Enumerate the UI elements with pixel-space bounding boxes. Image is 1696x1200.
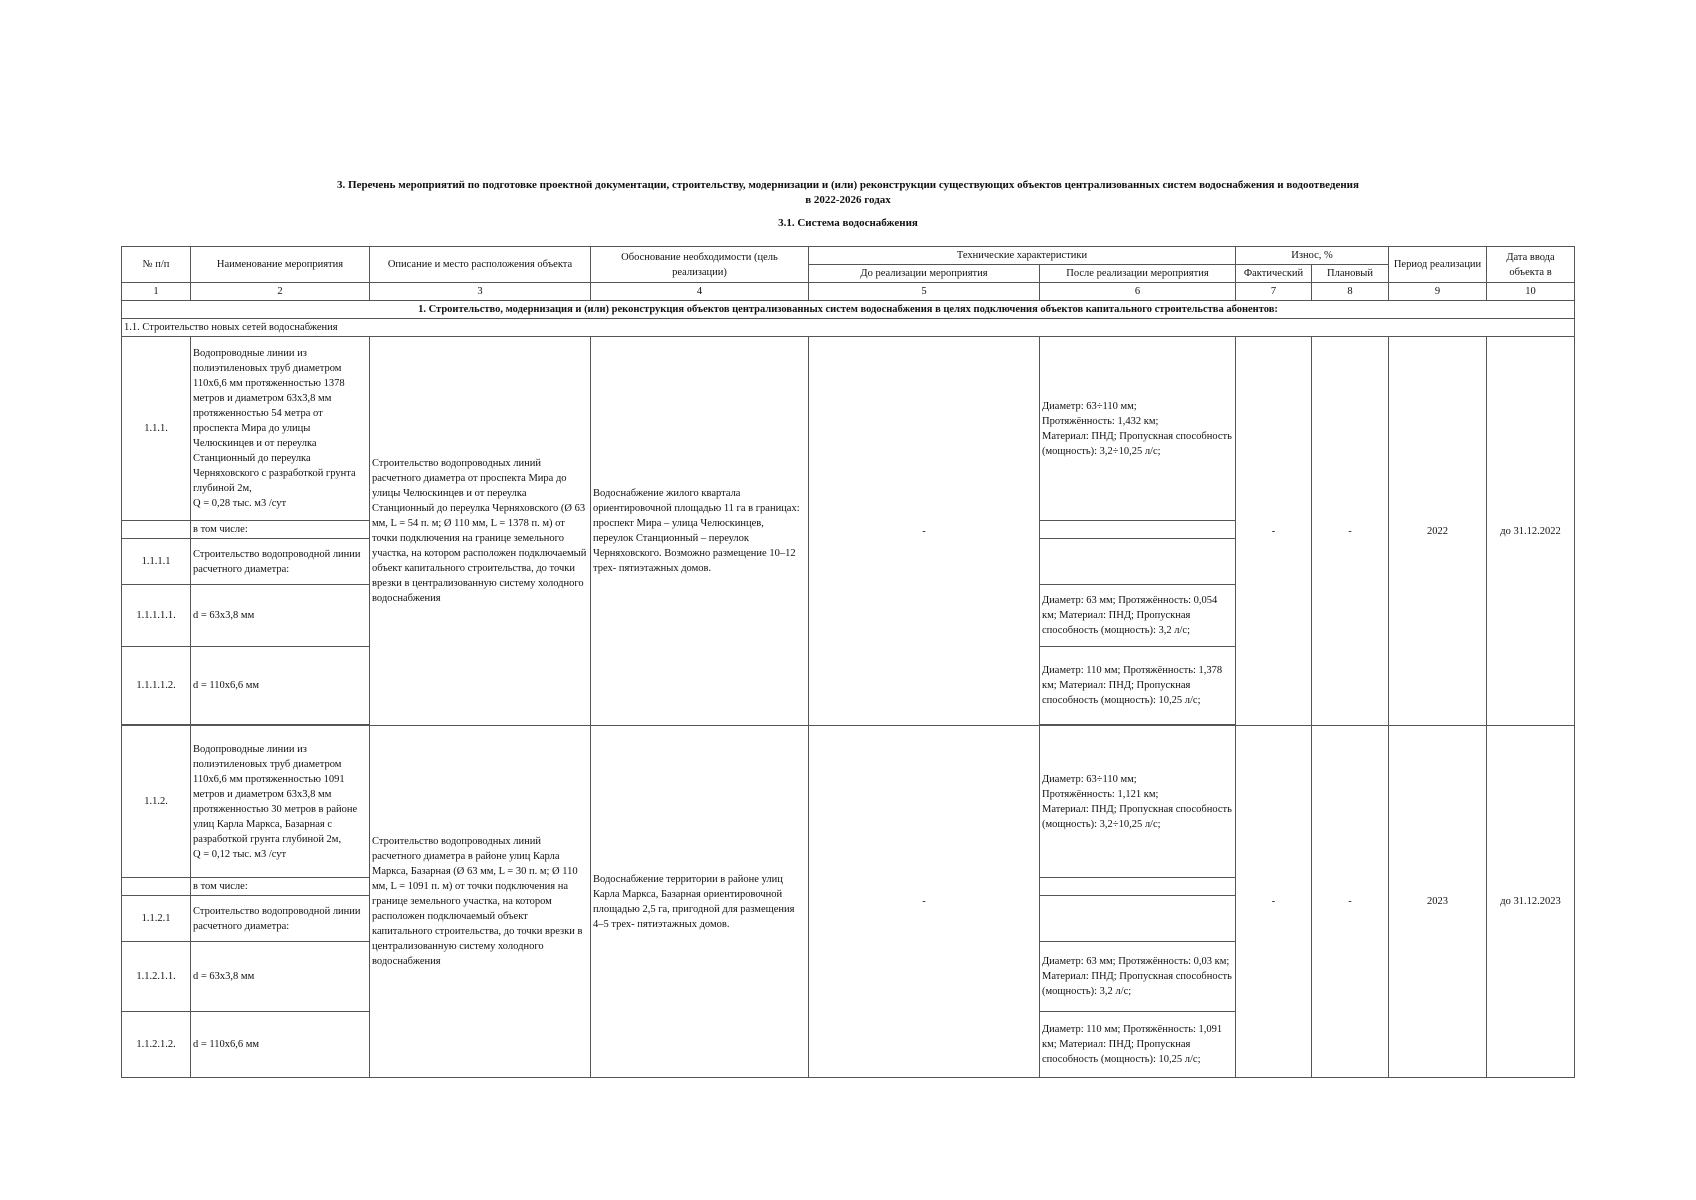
header-period: Период реализации bbox=[1389, 247, 1487, 283]
section-title: 1. Строительство, модернизация и (или) реконструкция объектов централизованных систем водоснабжения в целях подключения объектов капитального строительства абонентов: bbox=[122, 301, 1575, 319]
row-period: 2023 bbox=[1389, 726, 1487, 1078]
table-row bbox=[122, 726, 1575, 878]
subsection-row bbox=[122, 319, 1575, 337]
header-wear: Износ, % bbox=[1236, 247, 1389, 265]
column-number-row bbox=[122, 283, 1575, 301]
table-row bbox=[122, 337, 1575, 521]
row-reason: Водоснабжение территории в районе улиц Карла Маркса, Базарная ориентировочной площадью 2,5 га, пригодной для размещения 4–5 трех- пятиэтажных домов. bbox=[591, 726, 809, 1078]
row-wear-plan: - bbox=[1312, 726, 1389, 1078]
row-date: до 31.12.2022 bbox=[1487, 337, 1575, 726]
row-name: Водопроводные линии из полиэтиленовых труб диаметром 110х6,6 мм протяженностью 1378 метров и диаметром 63х3,8 мм протяженностью 54 метра от проспекта Мира до улицы Челюскинцев и от переулка Станционный до переулка Черняховского с разработкой грунта глубиной 2м, Q = 0,28 тыс. м3 /сут bbox=[191, 337, 370, 521]
row-after: Диаметр: 63 мм; Протяжённость: 0,054 км; Материал: ПНД; Пропускная способность (мощность): 3,2 л/с; bbox=[1040, 585, 1236, 647]
row-before: - bbox=[809, 726, 1040, 1078]
row-wear-actual: - bbox=[1236, 726, 1312, 1078]
row-period: 2022 bbox=[1389, 337, 1487, 726]
row-desc: Строительство водопроводных линий расчетного диаметра от проспекта Мира до улицы Челюскинцев и от переулка Станционный до переулка Черняховского (Ø 63 мм, L = 54 п. м; Ø 110 мм, L = 1378 п. м) от точки подключения на границе земельного участка, на котором расположен подключаемый объект капитального строительства, до точки врезки в централизованную систему холодного водоснабжения bbox=[370, 337, 591, 726]
row-num: 1.1.1.1.1. bbox=[122, 585, 191, 647]
document-subtitle: 3.1. Система водоснабжения bbox=[778, 217, 918, 229]
header-tech-before: До реализации мероприятия bbox=[809, 265, 1040, 283]
row-num: 1.1.1.1.2. bbox=[122, 647, 191, 725]
row-name: Строительство водопроводной линии расчетного диаметра: bbox=[191, 539, 370, 585]
column-number: 2 bbox=[191, 283, 370, 301]
row-after: Диаметр: 63÷110 мм; Протяжённость: 1,121 км; Материал: ПНД; Пропускная способность (мощность): 3,2÷10,25 л/с; bbox=[1040, 726, 1236, 878]
column-number: 3 bbox=[370, 283, 591, 301]
row-name: d = 110х6,6 мм bbox=[191, 1012, 370, 1078]
header-num: № п/п bbox=[122, 247, 191, 283]
row-name: d = 63х3,8 мм bbox=[191, 585, 370, 647]
row-num: 1.1.1.1 bbox=[122, 539, 191, 585]
row-after: Диаметр: 63 мм; Протяжённость: 0,03 км; Материал: ПНД; Пропускная способность (мощность): 3,2 л/с; bbox=[1040, 942, 1236, 1012]
column-number: 9 bbox=[1389, 283, 1487, 301]
row-after: Диаметр: 110 мм; Протяжённость: 1,091 км; Материал: ПНД; Пропускная способность (мощность): 10,25 л/с; bbox=[1040, 1012, 1236, 1078]
header-name: Наименование мероприятия bbox=[191, 247, 370, 283]
row-date: до 31.12.2023 bbox=[1487, 726, 1575, 1078]
row-before: - bbox=[809, 337, 1040, 726]
row-wear-plan: - bbox=[1312, 337, 1389, 726]
header-wear-plan: Плановый bbox=[1312, 265, 1389, 283]
header-reason: Обоснование необходимости (цель реализации) bbox=[591, 247, 809, 283]
header-date: Дата ввода объекта в bbox=[1487, 247, 1575, 283]
subsection-title: 1.1. Строительство новых сетей водоснабжения bbox=[122, 319, 1575, 337]
document-title: 3. Перечень мероприятий по подготовке проектной документации, строительству, модернизации и (или) реконструкции существующих объектов централизованных систем водоснабжения и водоотведения в 2022-2026 годах bbox=[337, 179, 1359, 206]
row-reason: Водоснабжение жилого квартала ориентировочной площадью 11 га в границах: проспект Мира – улица Челюскинцев, переулок Станционный – переулок Черняховского. Возможно размещение 10–12 трех- пятиэтажных домов. bbox=[591, 337, 809, 726]
row-incl: в том числе: bbox=[191, 878, 370, 896]
column-number: 5 bbox=[809, 283, 1040, 301]
column-number: 6 bbox=[1040, 283, 1236, 301]
row-name: Водопроводные линии из полиэтиленовых труб диаметром 110х6,6 мм протяженностью 1091 метров и диаметром 63х3,8 мм протяженностью 30 метров в районе улиц Карла Маркса, Базарная с разработкой грунта глубиной 2м, Q = 0,12 тыс. м3 /сут bbox=[191, 726, 370, 878]
column-number: 1 bbox=[122, 283, 191, 301]
header-wear-actual: Фактический bbox=[1236, 265, 1312, 283]
row-incl: в том числе: bbox=[191, 521, 370, 539]
column-number: 8 bbox=[1312, 283, 1389, 301]
header-tech-after: После реализации мероприятия bbox=[1040, 265, 1236, 283]
measures-table bbox=[121, 246, 1575, 1078]
column-number: 7 bbox=[1236, 283, 1312, 301]
row-desc: Строительство водопроводных линий расчетного диаметра в районе улиц Карла Маркса, Базарная (Ø 63 мм, L = 30 п. м; Ø 110 мм, L = 1091 п. м) от точки подключения на границе земельного участка, на котором расположен подключаемый объект капитального строительства, до точки врезки в централизованную систему холодного водоснабжения bbox=[370, 726, 591, 1078]
row-after: Диаметр: 110 мм; Протяжённость: 1,378 км; Материал: ПНД; Пропускная способность (мощность): 10,25 л/с; bbox=[1040, 647, 1236, 725]
section-row bbox=[122, 301, 1575, 319]
row-name: d = 110х6,6 мм bbox=[191, 647, 370, 725]
row-num: 1.1.2.1.1. bbox=[122, 942, 191, 1012]
row-wear-actual: - bbox=[1236, 337, 1312, 726]
header-desc: Описание и место расположения объекта bbox=[370, 247, 591, 283]
row-num: 1.1.2.1 bbox=[122, 896, 191, 942]
table-header-row bbox=[122, 247, 1575, 265]
row-name: Строительство водопроводной линии расчетного диаметра: bbox=[191, 896, 370, 942]
row-after: Диаметр: 63÷110 мм; Протяжённость: 1,432 км; Материал: ПНД; Пропускная способность (мощность): 3,2÷10,25 л/с; bbox=[1040, 337, 1236, 521]
row-num: 1.1.1. bbox=[122, 337, 191, 521]
column-number: 10 bbox=[1487, 283, 1575, 301]
row-name: d = 63х3,8 мм bbox=[191, 942, 370, 1012]
row-num: 1.1.2.1.2. bbox=[122, 1012, 191, 1078]
row-num: 1.1.2. bbox=[122, 726, 191, 878]
header-tech: Технические характеристики bbox=[809, 247, 1236, 265]
column-number: 4 bbox=[591, 283, 809, 301]
